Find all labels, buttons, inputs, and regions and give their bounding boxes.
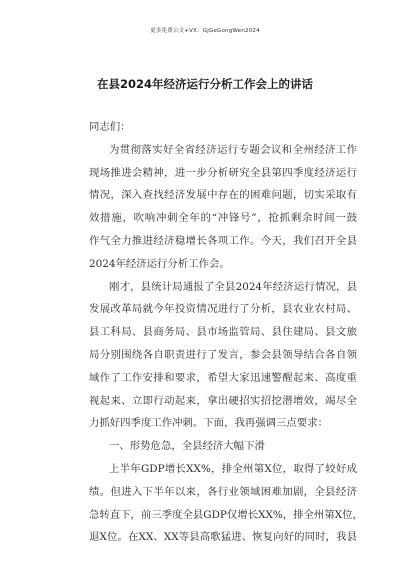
paragraph-line: 作气全力推进经济稳增长各项工作。今天，我们召开全县 — [89, 234, 357, 247]
paragraph-line: 发展改革局就今年投资情况进行了分析，县农业农村局、 — [89, 303, 357, 316]
paragraph-line: 现场推进会精神，进一步分析研究全县第四季度经济运行 — [89, 166, 357, 179]
paragraph-line: 2024年经济运行分析工作会。 — [89, 257, 230, 270]
document-body — [89, 116, 363, 549]
paragraph-line: 为贯彻落实好全省经济运行专题会议和全州经济工作 — [109, 143, 357, 156]
salutation: 同志们： — [89, 121, 131, 133]
paragraph-line: 急转直下，前三季度全县GDP仅增长XX%，排全州第X位， — [89, 508, 363, 521]
paragraph-line: 局分别围绕各自职责进行了发言，参会县领导结合各自领 — [89, 348, 357, 361]
header-note: 更多免费公文+VX：GjGeGongWen2024 — [150, 28, 260, 34]
section-heading: 一、形势危急，全县经济大幅下滑 — [109, 440, 265, 453]
paragraph-line: 情况，深入查找经济发展中存在的困难问题，切实采取有 — [89, 189, 357, 202]
paragraph-line: 刚才，县统计局通报了全县2024年经济运行情况，县 — [109, 280, 357, 293]
paragraph-1 — [89, 139, 357, 276]
paragraph-line: 绩。但进入下半年以来，各行业领域困难加剧，全县经济 — [89, 485, 357, 498]
paragraph-line: 力抓好四季度工作冲刺。下面，我再强调三点要求： — [89, 417, 328, 430]
paragraph-2 — [89, 276, 357, 436]
document-title: 在县2024年经济运行分析工作会上的讲话 — [96, 77, 313, 91]
paragraph-3 — [89, 458, 363, 549]
paragraph-line: 视起来、立即行动起来，拿出硬招实招挖潜增效，竭尽全 — [89, 394, 357, 407]
paragraph-line: 上半年GDP增长XX%，排全州第X位，取得了较好成 — [109, 462, 357, 475]
paragraph-line: 效措施，吹响冲刺全年的“冲锋号”，抢抓剩余时间一鼓 — [89, 212, 357, 225]
paragraph-line: 退X位。在XX、XX等县高歌猛进、恢复向好的同时，我县 — [89, 531, 357, 544]
paragraph-line: 域作了工作安排和要求，希望大家迅速警醒起来、高度重 — [89, 371, 357, 384]
paragraph-line: 县工科局、县商务局、县市场监管局、县住建局、县文旅 — [89, 326, 357, 339]
